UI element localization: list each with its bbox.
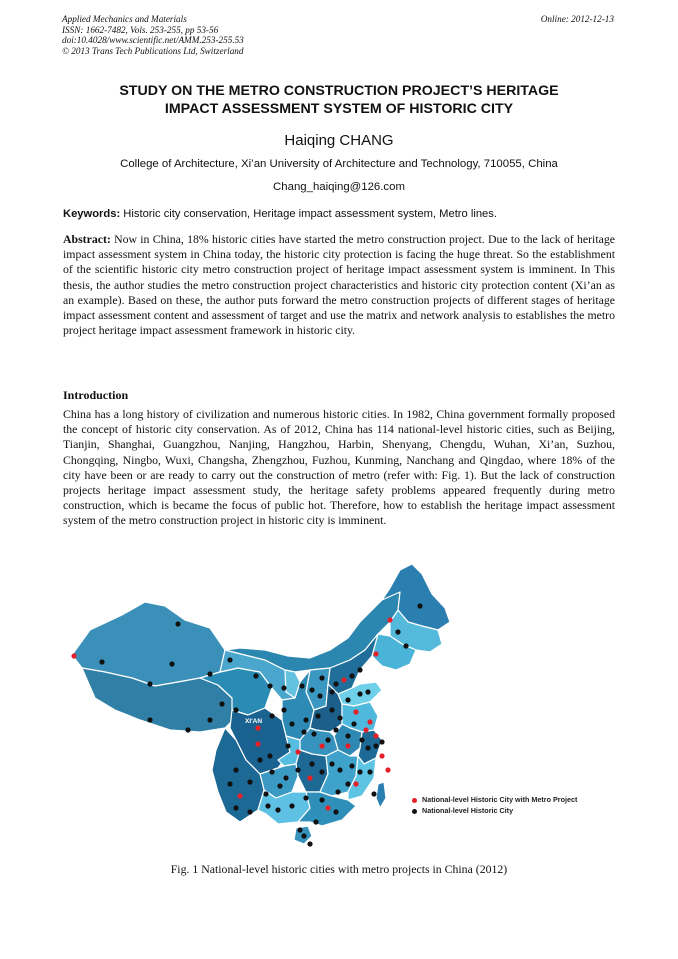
historic-city-marker: [357, 667, 362, 672]
metro-city-marker: [319, 743, 324, 748]
author-email[interactable]: Chang_haiqing@126.com: [273, 181, 405, 193]
historic-city-marker: [329, 689, 334, 694]
historic-city-marker: [333, 727, 338, 732]
legend-historic-dot: [412, 809, 417, 814]
metro-city-marker: [255, 741, 260, 746]
historic-city-marker: [175, 621, 180, 626]
copyright-line: © 2013 Trans Tech Publications Ltd, Switzerland: [62, 45, 244, 56]
metro-city-marker: [353, 709, 358, 714]
journal-header: [62, 14, 244, 56]
historic-city-marker: [349, 673, 354, 678]
historic-city-marker: [301, 833, 306, 838]
historic-city-marker: [329, 707, 334, 712]
metro-city-marker: [237, 793, 242, 798]
historic-city-marker: [319, 769, 324, 774]
metro-city-marker: [385, 767, 390, 772]
historic-city-marker: [269, 769, 274, 774]
abstract: [63, 232, 615, 338]
historic-city-marker: [289, 803, 294, 808]
historic-city-marker: [417, 603, 422, 608]
historic-city-marker: [351, 721, 356, 726]
metro-city-marker: [353, 781, 358, 786]
keywords-label: Keywords:: [63, 208, 121, 220]
historic-city-marker: [233, 805, 238, 810]
historic-city-marker: [247, 779, 252, 784]
historic-city-marker: [335, 789, 340, 794]
historic-city-marker: [367, 769, 372, 774]
historic-city-marker: [313, 819, 318, 824]
historic-city-marker: [373, 743, 378, 748]
historic-city-marker: [395, 629, 400, 634]
historic-city-marker: [303, 717, 308, 722]
metro-city-marker: [325, 805, 330, 810]
historic-city-marker: [247, 809, 252, 814]
legend-historic-label: National-level Historic City: [422, 806, 514, 815]
historic-city-marker: [269, 713, 274, 718]
historic-city-marker: [333, 809, 338, 814]
online-date: Online: 2012-12-13: [540, 14, 614, 24]
historic-city-marker: [277, 783, 282, 788]
historic-city-marker: [379, 739, 384, 744]
historic-city-marker: [317, 693, 322, 698]
abstract-label: Abstract:: [63, 232, 111, 246]
section-heading-introduction: Introduction: [63, 388, 129, 402]
legend-metro: [412, 795, 577, 804]
xian-map-label: XI'AN: [245, 718, 263, 725]
introduction-text: China has a long history of civilization and numerous historic cities. In 1982, China government formally proposed the concept of historic city conservation. As of 2012, China has 114 national-level historic cities, such as Beijing, Tianjin, Shanghai, Guangzhou, Nanjing, Hangzhou, Harbin, Shenyang, Chengdu, Wuhan, Xi’an, Suzhou, Chongqing, Ningbo, Wuxi, Changsha, Zhengzhou, Fuzhou, Kunming, Nanchang and Qingdao, where 18% of the city have been or are ready to carry out the construction of metro (refer with: Fig. 1). But the lack of construction projects heritage impact assessment study, the heritage safety problems appeared frequently during metro construction, which is became the focus of public hot. Therefore, how to establish the heritage impact assessment system of the metro construction project in historic city is imminent.: [63, 407, 615, 528]
metro-city-marker: [341, 677, 346, 682]
historic-city-marker: [299, 683, 304, 688]
historic-city-marker: [325, 737, 330, 742]
metro-city-marker: [345, 743, 350, 748]
historic-city-marker: [263, 791, 268, 796]
metro-city-marker: [387, 617, 392, 622]
title-line-2: IMPACT ASSESSMENT SYSTEM OF HISTORIC CITY: [164, 101, 514, 117]
figure-caption: Fig. 1 National-level historic cities with metro projects in China (2012): [170, 862, 508, 876]
historic-city-marker: [359, 737, 364, 742]
historic-city-marker: [227, 657, 232, 662]
historic-city-marker: [345, 733, 350, 738]
historic-city-marker: [283, 775, 288, 780]
historic-city-marker: [233, 767, 238, 772]
historic-city-marker: [257, 757, 262, 762]
historic-city-marker: [219, 701, 224, 706]
metro-city-marker: [379, 753, 384, 758]
historic-city-marker: [333, 681, 338, 686]
legend-metro-label: National-level Historic City with Metro Project: [422, 795, 578, 804]
historic-city-marker: [207, 717, 212, 722]
keywords: [63, 208, 615, 220]
historic-city-marker: [337, 767, 342, 772]
historic-city-marker: [227, 781, 232, 786]
historic-city-marker: [345, 697, 350, 702]
historic-city-marker: [403, 643, 408, 648]
historic-city-marker: [315, 713, 320, 718]
author-name: Haiqing CHANG: [284, 132, 394, 149]
metro-city-marker: [367, 719, 372, 724]
issn-line: ISSN: 1662-7482, Vols. 253-255, pp 53-56: [62, 24, 219, 35]
historic-city-marker: [185, 727, 190, 732]
historic-city-marker: [99, 659, 104, 664]
historic-city-marker: [295, 767, 300, 772]
region-taiwan: [376, 782, 386, 808]
historic-city-marker: [281, 707, 286, 712]
historic-city-marker: [207, 671, 212, 676]
historic-city-marker: [309, 761, 314, 766]
historic-city-marker: [253, 673, 258, 678]
keywords-text: Historic city conservation, Heritage impact assessment system, Metro lines.: [120, 208, 497, 220]
doi-line: doi:10.4028/www.scientific.net/AMM.253-255.53: [62, 35, 244, 46]
figure-1-map: [60, 560, 620, 860]
historic-city-marker: [275, 807, 280, 812]
metro-city-marker: [373, 651, 378, 656]
legend-metro-dot: [412, 798, 417, 803]
metro-city-marker: [307, 775, 312, 780]
historic-city-marker: [311, 731, 316, 736]
historic-city-marker: [337, 715, 342, 720]
historic-city-marker: [345, 781, 350, 786]
metro-city-marker: [71, 653, 76, 658]
journal-name: Applied Mechanics and Materials: [62, 14, 187, 24]
metro-city-marker: [255, 725, 260, 730]
historic-city-marker: [357, 769, 362, 774]
historic-city-marker: [233, 707, 238, 712]
metro-city-marker: [295, 749, 300, 754]
historic-city-marker: [267, 753, 272, 758]
historic-city-marker: [265, 803, 270, 808]
historic-city-marker: [349, 763, 354, 768]
affiliation: College of Architecture, Xi’an University of Architecture and Technology, 710055, China: [120, 158, 558, 170]
historic-city-marker: [303, 795, 308, 800]
historic-city-marker: [267, 683, 272, 688]
historic-city-marker: [281, 685, 286, 690]
historic-city-marker: [357, 691, 362, 696]
historic-city-marker: [301, 729, 306, 734]
title-line-1: STUDY ON THE METRO CONSTRUCTION PROJECT’S HERITAGE: [119, 83, 559, 99]
map-legend: [412, 795, 577, 815]
historic-city-marker: [147, 681, 152, 686]
historic-city-marker: [319, 797, 324, 802]
paper-title: [40, 82, 638, 118]
historic-city-marker: [319, 675, 324, 680]
historic-city-marker: [297, 827, 302, 832]
historic-city-marker: [285, 743, 290, 748]
china-map: [60, 560, 620, 860]
historic-city-marker: [329, 761, 334, 766]
historic-city-marker: [309, 687, 314, 692]
historic-city-marker: [365, 689, 370, 694]
metro-city-marker: [363, 727, 368, 732]
historic-city-marker: [289, 721, 294, 726]
abstract-text: Now in China, 18% historic cities have started the metro construction project. Due to the lack of heritage impact assessment system in China today, the historic city protection is facing the huge threat. So the establishment of the scientific historic city metro construction project of heritage impact assessment system is imminent. In This thesis, the author studies the metro construction project characteristics and historic city protection content (Xi’an as an example). Based on these, the author puts forward the metro construction projects of different stages of heritage impact assessment content and assessment of target and use the matrix and network analysis to establishes the metro project heritage impact assessment framework in historic city.: [63, 232, 615, 338]
historic-city-marker: [147, 717, 152, 722]
historic-city-marker: [307, 841, 312, 846]
historic-city-marker: [169, 661, 174, 666]
historic-city-marker: [365, 745, 370, 750]
metro-city-marker: [373, 733, 378, 738]
legend-historic: [412, 806, 577, 815]
historic-city-marker: [371, 791, 376, 796]
